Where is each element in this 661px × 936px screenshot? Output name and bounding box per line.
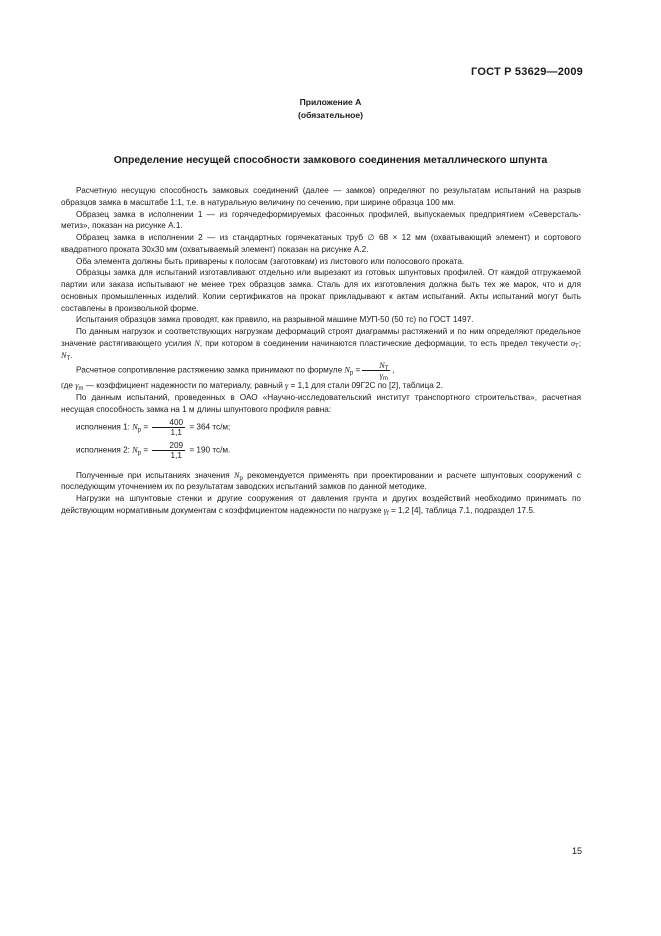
paragraph-11: Полученные при испытаниях значения $N_p$ рекомендуется применять при проектировании и расчете шпунтовых сооружений с последующим уточнением их по результатам заводских испытаний замков по данной методике. [61, 470, 581, 492]
paragraph-8-formula: Расчетное сопротивление растяжению замка принимают по формуле $N_p$ = $\frac{N_T}{\gamma_m}$ , [76, 361, 395, 383]
appendix-heading [0, 96, 661, 121]
paragraph-1: Расчетную несущую способность замковых соединений (далее — замков) определяют по результатам испытаний на разрыв образцов замка в масштабе 1:1, т.е. в натуральную величину по сечению, при ширине образца 100 мм. [61, 186, 581, 207]
paragraph-9: где $\gamma_m$ — коэффициент надежности по материалу, равный γ = 1,1 для стали 09Г2С по [2], таблица 2. [61, 381, 443, 393]
formula-version-2: исполнения 2: $N_p$ = $\frac{209}{1,1}$ = 190 тс/м. [76, 440, 231, 460]
appendix-label: Приложение А [299, 97, 362, 107]
formula-fraction: $\frac{N_T}{\gamma_m}$ [362, 361, 390, 380]
paragraph-3: Образец замка в исполнении 2 — из стандартных горячекатаных труб ∅ 68 × 12 мм (охватывающий элемент) и сортового квадратного проката 30х30 мм (охватываемый элемент) показан на рисунке А.2. [61, 233, 581, 254]
document-body [61, 185, 581, 517]
document-code: ГОСТ Р 53629—2009 [471, 66, 583, 78]
paragraph-12: Нагрузки на шпунтовые стенки и другие сооружения от давления грунта и других воздействий необходимо принимать по действующим нормативным документам с коэффициентом надежности по нагрузке $\gamma_f = 1,2$ [4], таблица 7.1, подраздел 17.5. [61, 494, 581, 517]
formula-version-1: исполнения 1: $N_p$ = $\frac{400}{1,1}$ = 364 тс/м; [76, 417, 231, 437]
page-number: 15 [571, 846, 582, 856]
paragraph-5: Образцы замка для испытаний изготавливают отдельно или вырезают из готовых шпунтовых профилей. От каждой отгружаемой партии или заказа испытывают не менее трех образцов замка. Сталь для их изготовления должна быть тех же марок, что и для основных промышленных изделий. Копии сертификатов на прокат прикладывают к актам испытаний. Акты испытаний могут быть составлены в произвольной форме. [61, 268, 581, 313]
paragraph-10: По данным испытаний, проведенных в ОАО «Научно-исследовательский институт транспортного строительства», расчетная несущая способность замка на 1 м длины шпунтового профиля равна: [61, 393, 581, 414]
paragraph-2: Образец замка в исполнении 1 — из горячедеформируемых фасонных профилей, выпускаемых предприятием «Северсталь-метиз», показан на рисунке А.1. [61, 209, 581, 231]
paragraph-7: По данным нагрузок и соответствующих нагрузкам деформаций строят диаграммы растяжений и по ним определяют предельное значение растягивающего усилия N, при котором в соединении начинаются пластические деформации, то есть предел текучести $\sigma_T$; $N_T$. [61, 327, 581, 362]
paragraph-6: Испытания образцов замка проводят, как правило, на разрывной машине МУП-50 (50 тс) по ГОСТ 1497. [76, 315, 474, 325]
section-title: Определение несущей способности замкового соединения металлического шпунта [113, 155, 548, 166]
diameter-symbol: ∅ [367, 233, 375, 242]
paragraph-4: Оба элемента должны быть приварены к полосам (заготовкам) из листового или полосового проката. [76, 256, 465, 266]
appendix-status: (обязательное) [297, 109, 364, 120]
